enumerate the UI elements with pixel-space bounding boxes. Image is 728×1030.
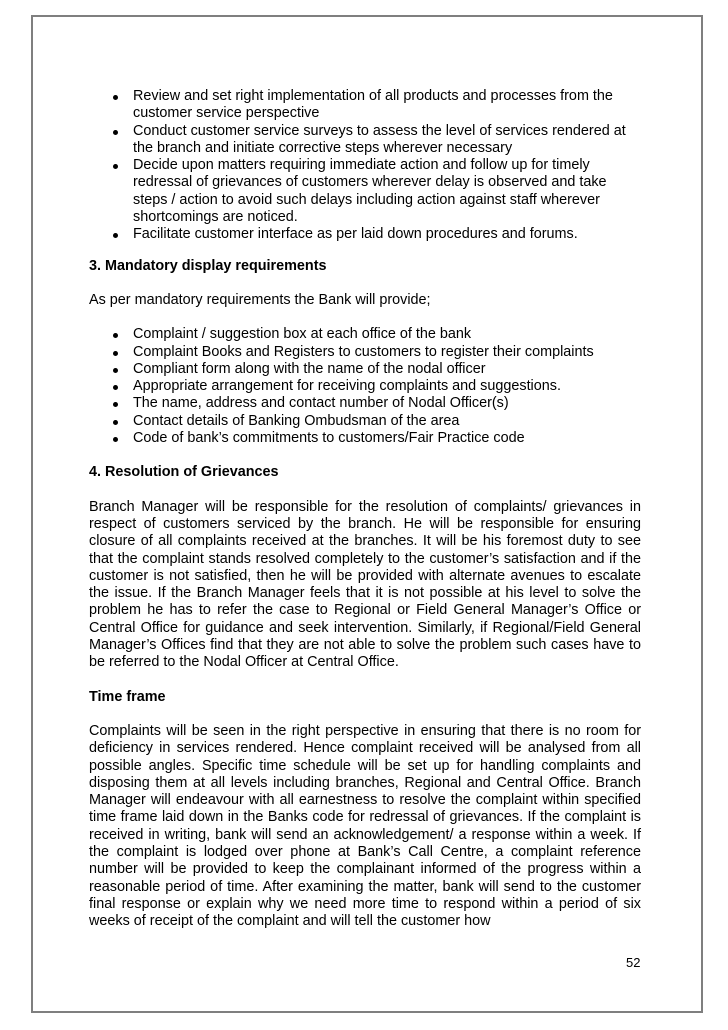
list-item: Facilitate customer interface as per laid down procedures and forums. <box>89 226 641 243</box>
mandatory-requirements-list <box>89 326 641 447</box>
time-frame-heading: Time frame <box>89 688 166 705</box>
list-item: Complaint / suggestion box at each office of the bank <box>89 326 641 343</box>
page-number: 52 <box>626 955 641 970</box>
time-frame-body: Complaints will be seen in the right perspective in ensuring that there is no room for deficiency in services rendered. Hence complaint received will be analysed from all possible angles. Specific time schedule will be set up for handling complaints and disposing them at all levels including branches, Regional and Central Office. Branch Manager will endeavour with all earnestness to resolve the complaint within specified time frame laid down in the Banks code for redressal of grievances. If the complaint is received in writing, bank will send an acknowledgement/ a response within a week. If the complaint is lodged over phone at Bank’s Call Centre, a complaint reference number will be provided to keep the complainant informed of the progress within a reasonable period of time. After examining the matter, bank will send to the customer final response or explain why we need more time to respond within a period of six weeks of receipt of the complaint and will tell the customer how <box>89 722 641 930</box>
list-item: Contact details of Banking Ombudsman of the area <box>89 413 641 430</box>
section-3-intro: As per mandatory requirements the Bank will provide; <box>89 291 431 308</box>
list-item: Decide upon matters requiring immediate action and follow up for timely redressal of grievances of customers wherever delay is observed and take steps / action to avoid such delays including action against staff wherever shortcomings are noticed. <box>89 157 641 226</box>
list-item: Complaint Books and Registers to customers to register their complaints <box>89 344 641 361</box>
intro-bullet-list <box>89 88 641 244</box>
section-4-body: Branch Manager will be responsible for the resolution of complaints/ grievances in respect of customers serviced by the branch. He will be responsible for ensuring closure of all complaints received at the branches. It will be his foremost duty to see that the complaint stands resolved completely to the customer’s satisfaction and if the customer is not satisfied, then he will be provided with alternate avenues to escalate the issue. If the Branch Manager feels that it is not possible at his level to solve the problem he has to refer the case to Regional or Field General Manager’s Office or Central Office for guidance and seek intervention. Similarly, if Regional/Field General Manager’s Offices find that they are not able to solve the problem such cases have to be referred to the Nodal Officer at Central Office. <box>89 498 641 671</box>
list-item: Compliant form along with the name of the nodal officer <box>89 361 641 378</box>
list-item: Conduct customer service surveys to assess the level of services rendered at the branch and initiate corrective steps wherever necessary <box>89 123 641 158</box>
list-item: Code of bank’s commitments to customers/Fair Practice code <box>89 430 641 447</box>
section-3-heading: 3. Mandatory display requirements <box>89 257 327 274</box>
document-body <box>89 88 641 930</box>
list-item: The name, address and contact number of Nodal Officer(s) <box>89 395 641 412</box>
list-item: Appropriate arrangement for receiving complaints and suggestions. <box>89 378 641 395</box>
list-item: Review and set right implementation of all products and processes from the customer service perspective <box>89 88 641 123</box>
section-4-heading: 4. Resolution of Grievances <box>89 464 279 481</box>
